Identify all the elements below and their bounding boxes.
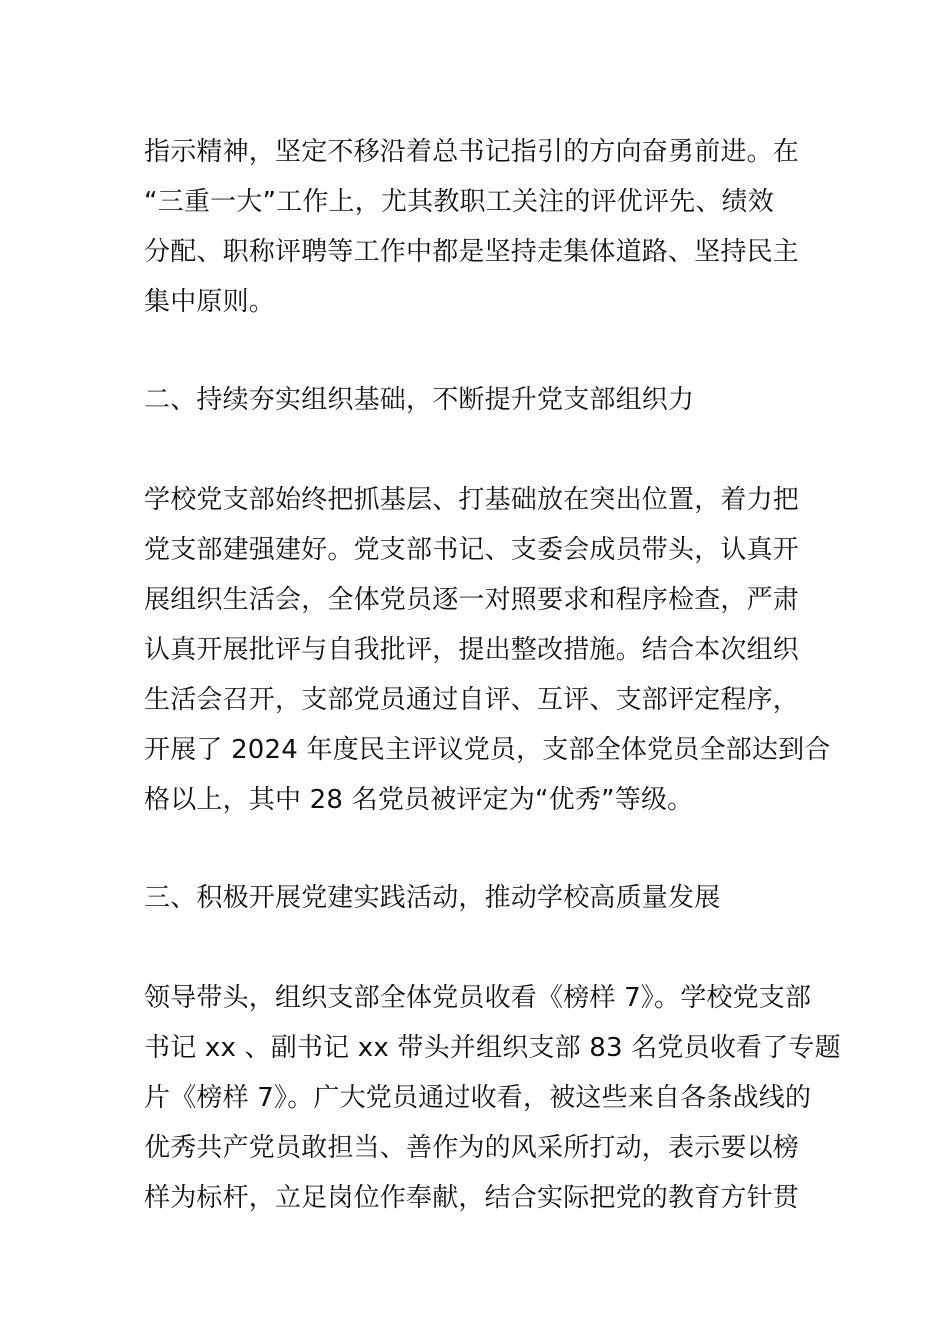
- paragraph-2-line-5: 生活会召开，支部党员通过自评、互评、支部评定程序，: [144, 685, 800, 715]
- section-heading-3: 三、积极开展党建实践活动，推动学校高质量发展: [144, 883, 721, 913]
- section-heading-2: 二、持续夯实组织基础，不断提升党支部组织力: [144, 385, 695, 415]
- paragraph-2-line-7: 格以上，其中 28 名党员被评定为“优秀”等级。: [144, 785, 694, 815]
- paragraph-1-line-1: 指示精神，坚定不移沿着总书记指引的方向奋勇前进。在: [144, 137, 800, 167]
- paragraph-3-line-2: 书记 xx 、副书记 xx 带头并组织支部 83 名党员收看了专题: [144, 1033, 841, 1063]
- paragraph-3-line-1: 领导带头，组织支部全体党员收看《榜样 7》。学校党支部: [144, 983, 812, 1013]
- paragraph-2-line-3: 展组织生活会，全体党员逐一对照要求和程序检查，严肃: [144, 585, 800, 615]
- paragraph-1-line-2: “三重一大”工作上，尤其教职工关注的评优评先、绩效: [144, 187, 774, 217]
- paragraph-2-line-1: 学校党支部始终把抓基层、打基础放在突出位置，着力把: [144, 485, 800, 515]
- paragraph-3-line-5: 样为标杆，立足岗位作奉献，结合实际把党的教育方针贯: [144, 1183, 800, 1213]
- paragraph-1-line-3: 分配、职称评聘等工作中都是坚持走集体道路、坚持民主: [144, 237, 800, 267]
- paragraph-1-line-4: 集中原则。: [144, 287, 276, 317]
- paragraph-2-line-6: 开展了 2024 年度民主评议党员，支部全体党员全部达到合: [144, 735, 831, 765]
- paragraph-2-line-4: 认真开展批评与自我批评，提出整改措施。结合本次组织: [144, 635, 800, 665]
- paragraph-3-line-3: 片《榜样 7》。广大党员通过收看，被这些来自各条战线的: [144, 1083, 812, 1113]
- paragraph-3-line-4: 优秀共产党员敢担当、善作为的风采所打动，表示要以榜: [144, 1133, 800, 1163]
- paragraph-2-line-2: 党支部建强建好。党支部书记、支委会成员带头，认真开: [144, 535, 800, 565]
